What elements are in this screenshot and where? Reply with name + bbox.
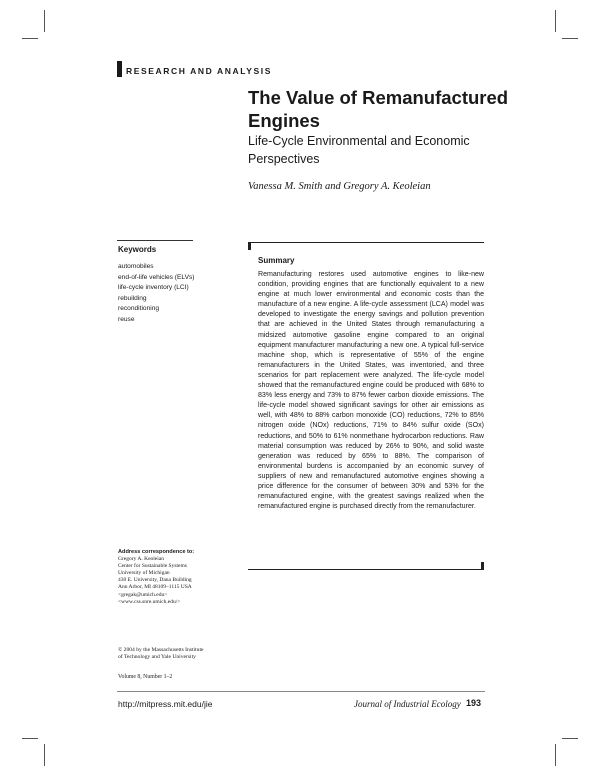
summary-frame-tick [481, 562, 484, 570]
section-bar [117, 61, 122, 77]
keyword-item: reuse [118, 315, 135, 323]
crop-mark [562, 738, 578, 739]
footer-journal-name: Journal of Industrial Ecology [354, 699, 461, 709]
website-line: <www.css.snre.umich.edu/> [118, 598, 181, 605]
article-title: The Value of Remanufactured Engines [248, 87, 509, 131]
summary-body: Remanufacturing restores used automotive engines to like-new condition, providing engines that are functionally equivalent to a new engine at much lower environmental and economic costs than the manufacture of a new engine. A life-cycle assessment (LCA) model was developed to investigate the energy savings and pollution prevention that are achieved in the United States through remanufacturing a midsized automotive gasoline engine compared to an original equipment manufacturer manufacturing a new one. A typical full-service machine shop, which is representative of 55% of the engine remanufacturers in the United States, was inventoried, and three scenarios for part replacement were analyzed. The life-cycle model showed that the remanufactured engine could be produced with 68% to 83% less energy and 73% to 87% fewer carbon dioxide emissions. The life-cycle model showed significant savings for other air emissions as well, with 48% to 88% carbon monoxide (CO) reductions, 72% to 85% nitrogen oxide (NOx) reductions, 71% to 84% sulfur oxide (SOx) reductions, and 50% to 61% nonmethane hydrocarbon reductions. Raw material consumption was reduced by 26% to 90%, and solid waste generation was reduced by 65% to 88%. The comparison of environmental burdens is accompanied by an economic survey of suppliers of new and remanufactured automotive engines showing a price difference for the consumer of between 30% and 53% for the remanufactured engine, with the greatest savings realized when the remanufactured engine is purchased directly from the remanufacturer. [258, 271, 484, 511]
article-subtitle: Life-Cycle Environmental and Economic Perspectives [248, 134, 470, 166]
address-label: Address correspondence to: [118, 549, 195, 555]
email-line: <gregak@umich.edu> [118, 591, 168, 598]
crop-mark [555, 744, 556, 766]
crop-mark [44, 10, 45, 32]
crop-mark [22, 38, 38, 39]
crop-mark [562, 38, 578, 39]
address-line: Center for Sustainable Systems [118, 563, 187, 570]
footer-rule [117, 691, 485, 692]
copyright-line: of Technology and Yale University [118, 654, 196, 661]
address-line: Gregory A. Keoleian [118, 556, 164, 563]
crop-mark [22, 738, 38, 739]
keywords-list [118, 262, 194, 326]
footer-url[interactable]: http://mitpress.mit.edu/jie [118, 699, 213, 709]
keyword-item: life-cycle inventory (LCI) [118, 284, 189, 292]
keyword-item: rebuilding [118, 294, 147, 302]
summary-frame-bottom [248, 569, 484, 570]
authors: Vanessa M. Smith and Gregory A. Keoleian [248, 181, 431, 192]
copyright [118, 647, 248, 661]
keywords-heading: Keywords [118, 245, 157, 254]
page-number: 193 [466, 698, 482, 708]
keyword-item: end-of-life vehicles (ELVs) [118, 273, 195, 281]
summary-frame-top [248, 242, 484, 243]
keywords-rule [117, 240, 193, 241]
keyword-item: reconditioning [118, 305, 160, 313]
copyright-line: © 2004 by the Massachusetts Institute [118, 647, 204, 653]
crop-mark [555, 10, 556, 32]
summary-heading: Summary [258, 256, 295, 265]
address-line: 430 E. University, Dana Building [118, 577, 192, 584]
volume-info: Volume 8, Number 1–2 [118, 674, 173, 680]
address-line: Ann Arbor, MI 48109–1115 USA [118, 584, 192, 591]
correspondence-address [118, 549, 248, 606]
section-label: RESEARCH AND ANALYSIS [126, 66, 273, 76]
keyword-item: automobiles [118, 263, 154, 270]
address-line: University of Michigan [118, 570, 170, 577]
crop-mark [44, 744, 45, 766]
summary-frame-tick [248, 242, 251, 250]
